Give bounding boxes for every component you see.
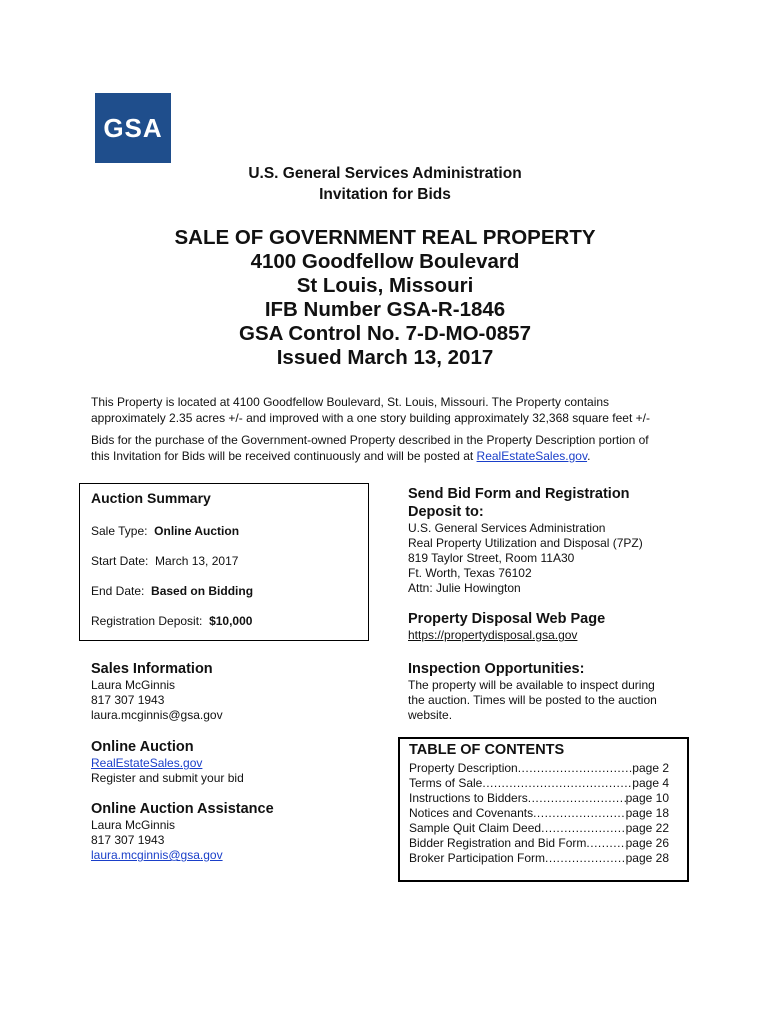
agency-name: U.S. General Services Administration xyxy=(248,165,522,182)
gsa-logo-text: GSA xyxy=(103,113,163,143)
sales-info-section xyxy=(91,660,371,723)
toc-leader xyxy=(533,806,626,821)
title-line-3: St Louis, Missouri xyxy=(296,274,474,297)
toc-title: TABLE OF CONTENTS xyxy=(409,742,565,758)
inspection-line: website. xyxy=(408,708,453,722)
send-bid-address-line: Real Property Utilization and Disposal (7PZ) xyxy=(408,536,643,550)
auction-summary-title: Auction Summary xyxy=(91,490,211,506)
document-type: Invitation for Bids xyxy=(319,186,451,203)
sale-type-value: Online Auction xyxy=(154,524,240,538)
toc-item-page: page 22 xyxy=(625,821,669,835)
assistance-contact-name: Laura McGinnis xyxy=(91,818,176,832)
toc-item[interactable] xyxy=(409,776,669,791)
deposit-row xyxy=(91,614,252,628)
realestatesales-link[interactable]: RealEstateSales.gov xyxy=(476,449,588,463)
send-bid-address-line: Ft. Worth, Texas 76102 xyxy=(408,566,532,580)
sale-type-label: Sale Type: xyxy=(91,524,148,538)
end-date-value: Based on Bidding xyxy=(151,584,254,598)
toc-item-label: Terms of Sale xyxy=(409,776,483,790)
inspection-line: The property will be available to inspect during xyxy=(408,678,655,692)
web-page-section xyxy=(408,610,708,643)
toc-leader xyxy=(482,776,632,791)
toc-item-page: page 18 xyxy=(625,806,669,820)
intro-period: . xyxy=(587,449,591,463)
toc-item-label: Property Description xyxy=(409,761,518,775)
start-date-value: March 13, 2017 xyxy=(155,554,239,568)
assistance-section xyxy=(91,800,371,863)
end-date-label: End Date: xyxy=(91,584,145,598)
send-bid-title-1: Send Bid Form and Registration xyxy=(408,486,630,502)
toc-item-page: page 26 xyxy=(625,836,669,850)
toc-item[interactable] xyxy=(409,791,669,806)
title-line-1: SALE OF GOVERNMENT REAL PROPERTY xyxy=(174,226,596,249)
toc-leader xyxy=(541,821,626,836)
end-date-row xyxy=(91,584,253,598)
toc-item-page: page 28 xyxy=(625,851,669,865)
intro-line: approximately 2.35 acres +/- and improved with a one story building approximately 32,368 square feet +/- xyxy=(91,411,650,425)
online-auction-section xyxy=(91,738,371,786)
online-auction-title: Online Auction xyxy=(91,739,194,755)
toc-item[interactable] xyxy=(409,761,669,776)
intro-paragraph-2 xyxy=(91,432,691,464)
toc-item[interactable] xyxy=(409,851,669,866)
start-date-label: Start Date: xyxy=(91,554,149,568)
web-page-title: Property Disposal Web Page xyxy=(408,611,606,627)
gsa-logo-mark xyxy=(100,108,166,148)
toc-item-label: Sample Quit Claim Deed xyxy=(409,821,542,835)
toc-item[interactable] xyxy=(409,806,669,821)
deposit-value: $10,000 xyxy=(209,614,253,628)
sales-contact-phone: 817 307 1943 xyxy=(91,693,165,707)
sales-contact-name: Laura McGinnis xyxy=(91,678,176,692)
intro-text: this Invitation for Bids will be received continuously and will be posted at xyxy=(91,449,477,463)
intro-paragraph-1 xyxy=(91,394,691,426)
assistance-email-link[interactable]: laura.mcginnis@gsa.gov xyxy=(91,848,223,862)
deposit-label: Registration Deposit: xyxy=(91,614,203,628)
assistance-contact-phone: 817 307 1943 xyxy=(91,833,165,847)
title-line-4: IFB Number GSA-R-1846 xyxy=(264,298,506,321)
start-date-row xyxy=(91,554,238,568)
toc-item-label: Instructions to Bidders xyxy=(409,791,528,805)
assistance-title: Online Auction Assistance xyxy=(91,801,274,817)
sales-info-title: Sales Information xyxy=(91,661,213,677)
sale-type-row xyxy=(91,524,239,538)
online-auction-link[interactable]: RealEstateSales.gov xyxy=(91,756,203,770)
sales-contact-email: laura.mcginnis@gsa.gov xyxy=(91,708,223,722)
toc-item[interactable] xyxy=(409,836,669,851)
auction-summary-box xyxy=(79,483,369,641)
intro-line: Bids for the purchase of the Government-owned Property described in the Property Description portion of xyxy=(91,433,649,447)
toc-item-page: page 10 xyxy=(625,791,669,805)
inspection-section xyxy=(408,660,708,723)
property-disposal-link[interactable]: https://propertydisposal.gsa.gov xyxy=(408,628,578,642)
intro-line: This Property is located at 4100 Goodfellow Boulevard, St. Louis, Missouri. The Property contains xyxy=(91,395,610,409)
toc-leader xyxy=(518,761,633,776)
title-line-2: 4100 Goodfellow Boulevard xyxy=(250,250,520,273)
toc-item-label: Notices and Covenants xyxy=(409,806,534,820)
toc-leader xyxy=(528,791,626,806)
title-line-6: Issued March 13, 2017 xyxy=(276,346,494,369)
send-bid-address-line: 819 Taylor Street, Room 11A30 xyxy=(408,551,575,565)
inspection-title: Inspection Opportunities: xyxy=(408,661,585,677)
gsa-logo xyxy=(95,93,171,163)
toc-item-label: Bidder Registration and Bid Form xyxy=(409,836,587,850)
send-bid-section xyxy=(408,485,708,596)
toc-item-page: page 4 xyxy=(632,776,669,790)
toc-leader xyxy=(545,851,626,866)
online-auction-instructions: Register and submit your bid xyxy=(91,771,244,785)
send-bid-address-line: U.S. General Services Administration xyxy=(408,521,606,535)
toc-item-page: page 2 xyxy=(632,761,669,775)
send-bid-address-line: Attn: Julie Howington xyxy=(408,581,521,595)
inspection-line: the auction. Times will be posted to the auction xyxy=(408,693,657,707)
title-line-5: GSA Control No. 7-D-MO-0857 xyxy=(239,322,531,345)
table-of-contents xyxy=(398,737,689,882)
send-bid-title-2: Deposit to: xyxy=(408,504,484,520)
intro-line xyxy=(91,448,691,464)
toc-item[interactable] xyxy=(409,821,669,836)
toc-leader xyxy=(586,836,625,851)
toc-item-label: Broker Participation Form xyxy=(409,851,546,865)
